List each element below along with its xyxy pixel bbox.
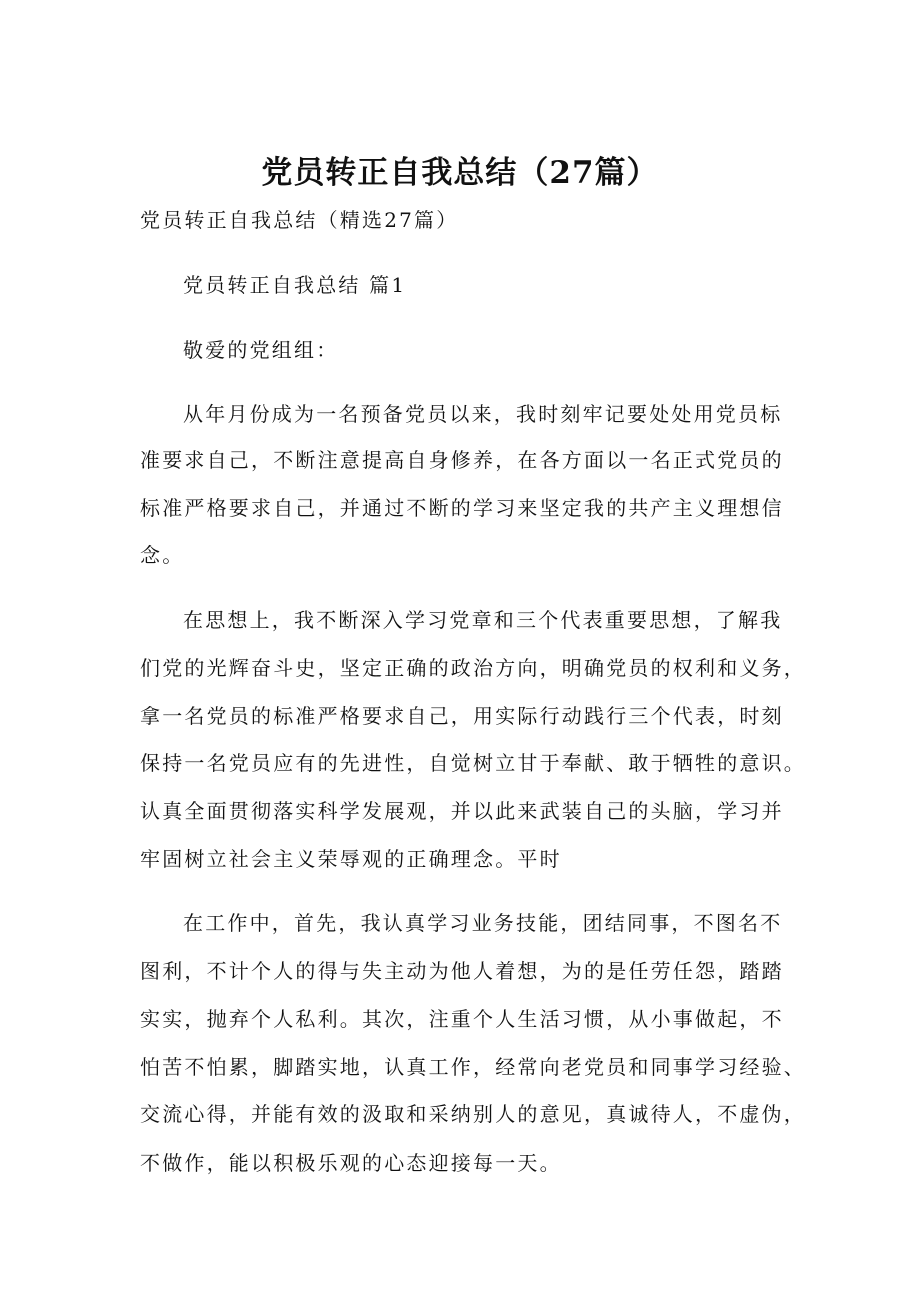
paragraph-line: 保持一名党员应有的先进性，自觉树立甘于奉献、敢于牺牲的意识。 (140, 751, 806, 775)
paragraph-line: 从年月份成为一名预备党员以来，我时刻牢记要处处用党员标 (183, 402, 783, 426)
paragraph-line: 牢固树立社会主义荣辱观的正确理念。平时 (140, 847, 562, 871)
paragraph-line: 念。 (140, 543, 185, 567)
paragraph-line: 交流心得，并能有效的汲取和采纳别人的意见，真诚待人，不虚伪， (140, 1102, 806, 1126)
paragraph-line: 准要求自己，不断注意提高自身修养，在各方面以一名正式党员的 (140, 448, 784, 472)
paragraph-line: 怕苦不怕累，脚踏实地，认真工作，经常向老党员和同事学习经验、 (140, 1055, 806, 1079)
paragraph-line: 图利，不计个人的得与失主动为他人着想，为的是任劳任怨，踏踏 (140, 959, 784, 983)
paragraph-line: 拿一名党员的标准严格要求自己，用实际行动践行三个代表，时刻 (140, 704, 784, 728)
salutation: 敬爱的党组组： (183, 338, 339, 362)
paragraph-line: 认真全面贯彻落实科学发展观，并以此来武装自己的头脑，学习并 (140, 799, 784, 823)
paragraph-line: 在工作中，首先，我认真学习业务技能，团结同事，不图名不 (183, 911, 783, 935)
paragraph-line: 不做作，能以积极乐观的心态迎接每一天。 (140, 1151, 562, 1175)
paragraph-line: 在思想上，我不断深入学习党章和三个代表重要思想，了解我 (183, 608, 783, 632)
paragraph-line: 标准严格要求自己，并通过不断的学习来坚定我的共产主义理想信 (140, 496, 784, 520)
document-subtitle: 党员转正自我总结（精选27篇） (140, 208, 459, 232)
section-heading: 党员转正自我总结 篇1 (183, 273, 407, 297)
paragraph-line: 们党的光辉奋斗史，坚定正确的政治方向，明确党员的权利和义务， (140, 656, 806, 680)
document-title: 党员转正自我总结（27篇） (261, 155, 659, 191)
paragraph-line: 实实，抛弃个人私利。其次，注重个人生活习惯，从小事做起，不 (140, 1007, 784, 1031)
